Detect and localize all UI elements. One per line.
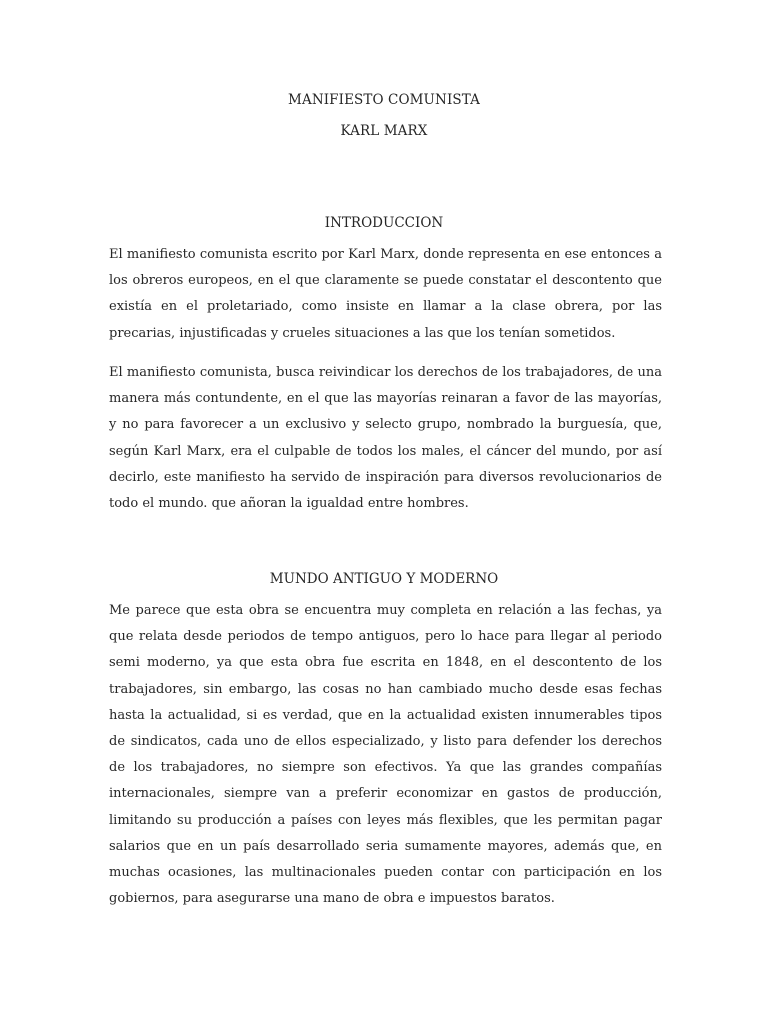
paragraph-intro-1: El manifiesto comunista escrito por Karl Marx, donde representa en ese entonces a los obreros europeos, en el que claramente se puede constatar el descontento que existía en el proletariado, como insiste en llamar a la clase obrera, por las precarias, injustificadas y crueles situaciones a las que los tenían sometidos.: [109, 247, 662, 341]
paragraph-intro-2: El manifiesto comunista, busca reivindicar los derechos de los trabajadores, de una manera más contundente, en el que las mayorías reinaran a favor de las mayorías, y no para favorecer a un exclusivo y selecto grupo, nombrado la burguesía, que, según Karl Marx, era el culpable de todos los males, el cáncer del mundo, por así decirlo, este manifiesto ha servido de inspiración para diversos revolucionarios de todo el mundo. que añoran la igualdad entre hombres.: [109, 365, 662, 512]
section-heading-mundo: MUNDO ANTIGUO Y MODERNO: [269, 571, 499, 587]
paragraph-mundo-1: Me parece que esta obra se encuentra muy completa en relación a las fechas, ya que relata desde periodos de tempo antiguos, pero lo hace para llegar al periodo semi moderno, ya que esta obra fue escrita en 1848, en el descontento de los trabajadores, sin embargo, las cosas no han cambiado mucho desde esas fechas hasta la actualidad, si es verdad, que en la actualidad existen innumerables tipos de sindicatos, cada uno de ellos especializado, y listo para defender los derechos de los trabajadores, no siempre son efectivos. Ya que las grandes compañías internacionales, siempre van a preferir economizar en gastos de producción, limitando su producción a países con leyes más flexibles, que les permitan pagar salarios que en un país desarrollado seria sumamente mayores, además que, en muchas ocasiones, las multinacionales pueden contar con participación en los gobiernos, para asegurarse una mano de obra e impuestos baratos.: [109, 603, 662, 907]
section-heading-introduccion: INTRODUCCION: [324, 215, 444, 231]
document-author: KARL MARX: [340, 123, 428, 139]
document-title: MANIFIESTO COMUNISTA: [288, 92, 480, 108]
